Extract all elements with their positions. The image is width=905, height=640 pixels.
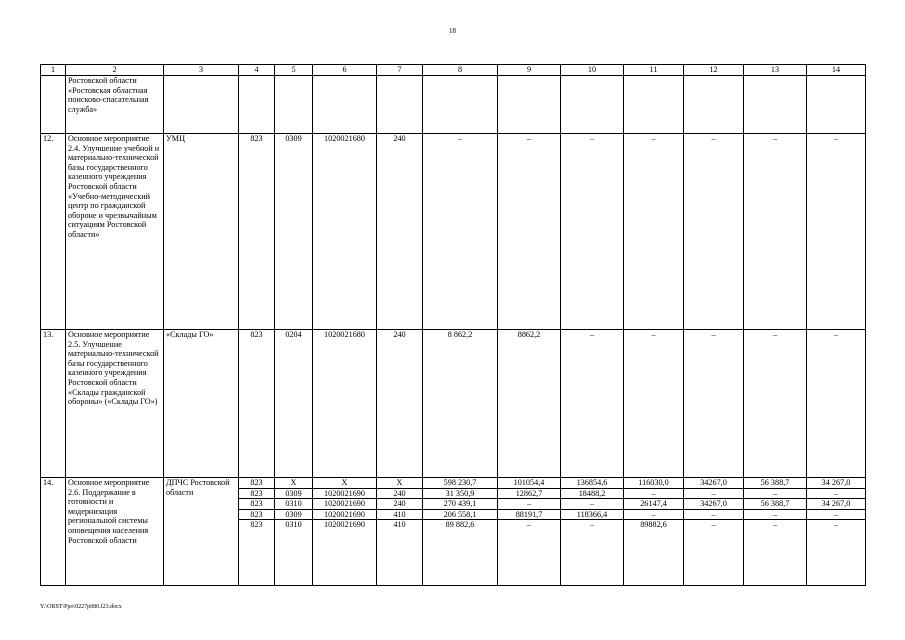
event-name: Основное мероприятие 2.6. Поддержание в готовности и модернизация региональной системы оповещения населения Ростовской области — [66, 478, 164, 586]
cell-grbs: 823 — [239, 520, 275, 530]
executor: УМЦ — [164, 134, 239, 330]
cell-year: – — [684, 509, 744, 520]
cell-vr: 240 — [377, 330, 423, 478]
column-header: 5 — [275, 65, 313, 76]
cell-year: – — [561, 520, 624, 530]
event-name: Основное мероприятие 2.4. Улучшение учебной и материально-технической базы государственного казенного учреждения Ростовской области «Учебно-методический центр по гражданской обороне и чрезвычайным ситуациям Ростовской области» — [66, 134, 164, 330]
column-header: 13 — [744, 65, 807, 76]
cell-total: 89 882,6 — [423, 520, 498, 530]
cell-total: 206 558,1 — [423, 509, 498, 520]
table-row — [41, 330, 866, 478]
cell-year: 89882,6 — [624, 520, 684, 530]
cell-year: 136854,6 — [561, 478, 624, 489]
cell-rzpr: Х — [275, 478, 313, 489]
cell-grbs: 823 — [239, 499, 275, 510]
column-header: 4 — [239, 65, 275, 76]
cell-vr: 240 — [377, 488, 423, 499]
column-header: 12 — [684, 65, 744, 76]
cell-vr: 240 — [377, 499, 423, 510]
cell-vr: 410 — [377, 509, 423, 520]
cell-csr: Х — [313, 478, 377, 489]
row-number: 12. — [41, 134, 66, 330]
event-name: Основное мероприятие 2.5. Улучшение материально-технической базы государственного казенного учреждения Ростовской области «Склады гражданской обороны» («Склады ГО») — [66, 330, 164, 478]
cell-year: 26147,4 — [624, 499, 684, 510]
page-number: 18 — [449, 27, 456, 35]
column-header: 9 — [498, 65, 561, 76]
column-header: 1 — [41, 65, 66, 76]
executor: «Склады ГО» — [164, 330, 239, 478]
cell-year: – — [744, 134, 807, 330]
cell-year: – — [807, 330, 866, 478]
program-budget-table — [40, 64, 866, 586]
cell-grbs: 823 — [239, 330, 275, 478]
cell-year: – — [807, 134, 866, 330]
column-header: 11 — [624, 65, 684, 76]
cell-year: 18488,2 — [561, 488, 624, 499]
cell-year: 34267,0 — [684, 478, 744, 489]
cell-csr: 1020021680 — [313, 330, 377, 478]
cell-csr: 1020021690 — [313, 509, 377, 520]
cell-year: 101054,4 — [498, 478, 561, 489]
header-row — [41, 65, 866, 76]
cell-csr: 1020021680 — [313, 134, 377, 330]
cell-year: – — [684, 134, 744, 330]
cell-year: – — [744, 488, 807, 499]
cell-year: – — [498, 499, 561, 510]
table-row — [41, 478, 866, 489]
cell-year: – — [807, 509, 866, 520]
cell-rzpr: 0309 — [275, 488, 313, 499]
cell-year: 34267,0 — [684, 499, 744, 510]
cell-grbs: 823 — [239, 134, 275, 330]
cell-vr: 410 — [377, 520, 423, 530]
cell-year: 34 267,0 — [807, 499, 866, 510]
cell-year: – — [498, 520, 561, 530]
file-path-footer: Y:\ORST\Ppo\0227p080.f23.docx — [40, 604, 122, 610]
cell-vr: 240 — [377, 134, 423, 330]
column-header: 8 — [423, 65, 498, 76]
cell-total: – — [423, 134, 498, 330]
event-name: Ростовской области «Ростовская областная поисково-спасательная служба» — [66, 76, 164, 134]
cell-csr: 1020021690 — [313, 488, 377, 499]
cell-rzpr: 0309 — [275, 509, 313, 520]
row-number: 13. — [41, 330, 66, 478]
cell-year: 56 388,7 — [744, 478, 807, 489]
column-header: 14 — [807, 65, 866, 76]
column-header: 2 — [66, 65, 164, 76]
column-header: 10 — [561, 65, 624, 76]
cell-year: – — [624, 134, 684, 330]
cell-year: 56 388,7 — [744, 499, 807, 510]
cell-year: – — [744, 330, 807, 478]
cell-year: 12862,7 — [498, 488, 561, 499]
cell-year: – — [624, 509, 684, 520]
cell-csr: 1020021690 — [313, 499, 377, 510]
cell-total: 598 230,7 — [423, 478, 498, 489]
cell-year: 118366,4 — [561, 509, 624, 520]
cell-year: – — [624, 330, 684, 478]
cell-total: 270 439,1 — [423, 499, 498, 510]
cell-year: – — [807, 520, 866, 530]
cell-year: 8862,2 — [498, 330, 561, 478]
cell-vr: Х — [377, 478, 423, 489]
cell-csr: 1020021690 — [313, 520, 377, 530]
cell-year: – — [561, 330, 624, 478]
cell-year: – — [561, 499, 624, 510]
row-number: 14. — [41, 478, 66, 586]
cell-grbs: 823 — [239, 509, 275, 520]
cell-grbs: 823 — [239, 488, 275, 499]
cell-year: – — [624, 488, 684, 499]
cell-rzpr: 0310 — [275, 520, 313, 530]
cell-total: 31 350,9 — [423, 488, 498, 499]
cell-year: – — [807, 488, 866, 499]
cell-grbs: 823 — [239, 478, 275, 489]
cell-year: – — [744, 520, 807, 530]
cell-rzpr: 0310 — [275, 499, 313, 510]
executor: ДПЧС Ростовской области — [164, 478, 239, 586]
cell-total: 8 862,2 — [423, 330, 498, 478]
cell-year: 88191,7 — [498, 509, 561, 520]
column-header: 6 — [313, 65, 377, 76]
cell-year: – — [684, 488, 744, 499]
cell-year: 116030,0 — [624, 478, 684, 489]
table-row-continuation — [41, 76, 866, 134]
cell-rzpr: 0309 — [275, 134, 313, 330]
cell-rzpr: 0204 — [275, 330, 313, 478]
cell-year: 34 267,0 — [807, 478, 866, 489]
cell-year: – — [684, 330, 744, 478]
column-header: 7 — [377, 65, 423, 76]
column-header: 3 — [164, 65, 239, 76]
table-row — [41, 134, 866, 330]
cell-year: – — [561, 134, 624, 330]
cell-year: – — [744, 509, 807, 520]
cell-year: – — [498, 134, 561, 330]
cell-year: – — [684, 520, 744, 530]
